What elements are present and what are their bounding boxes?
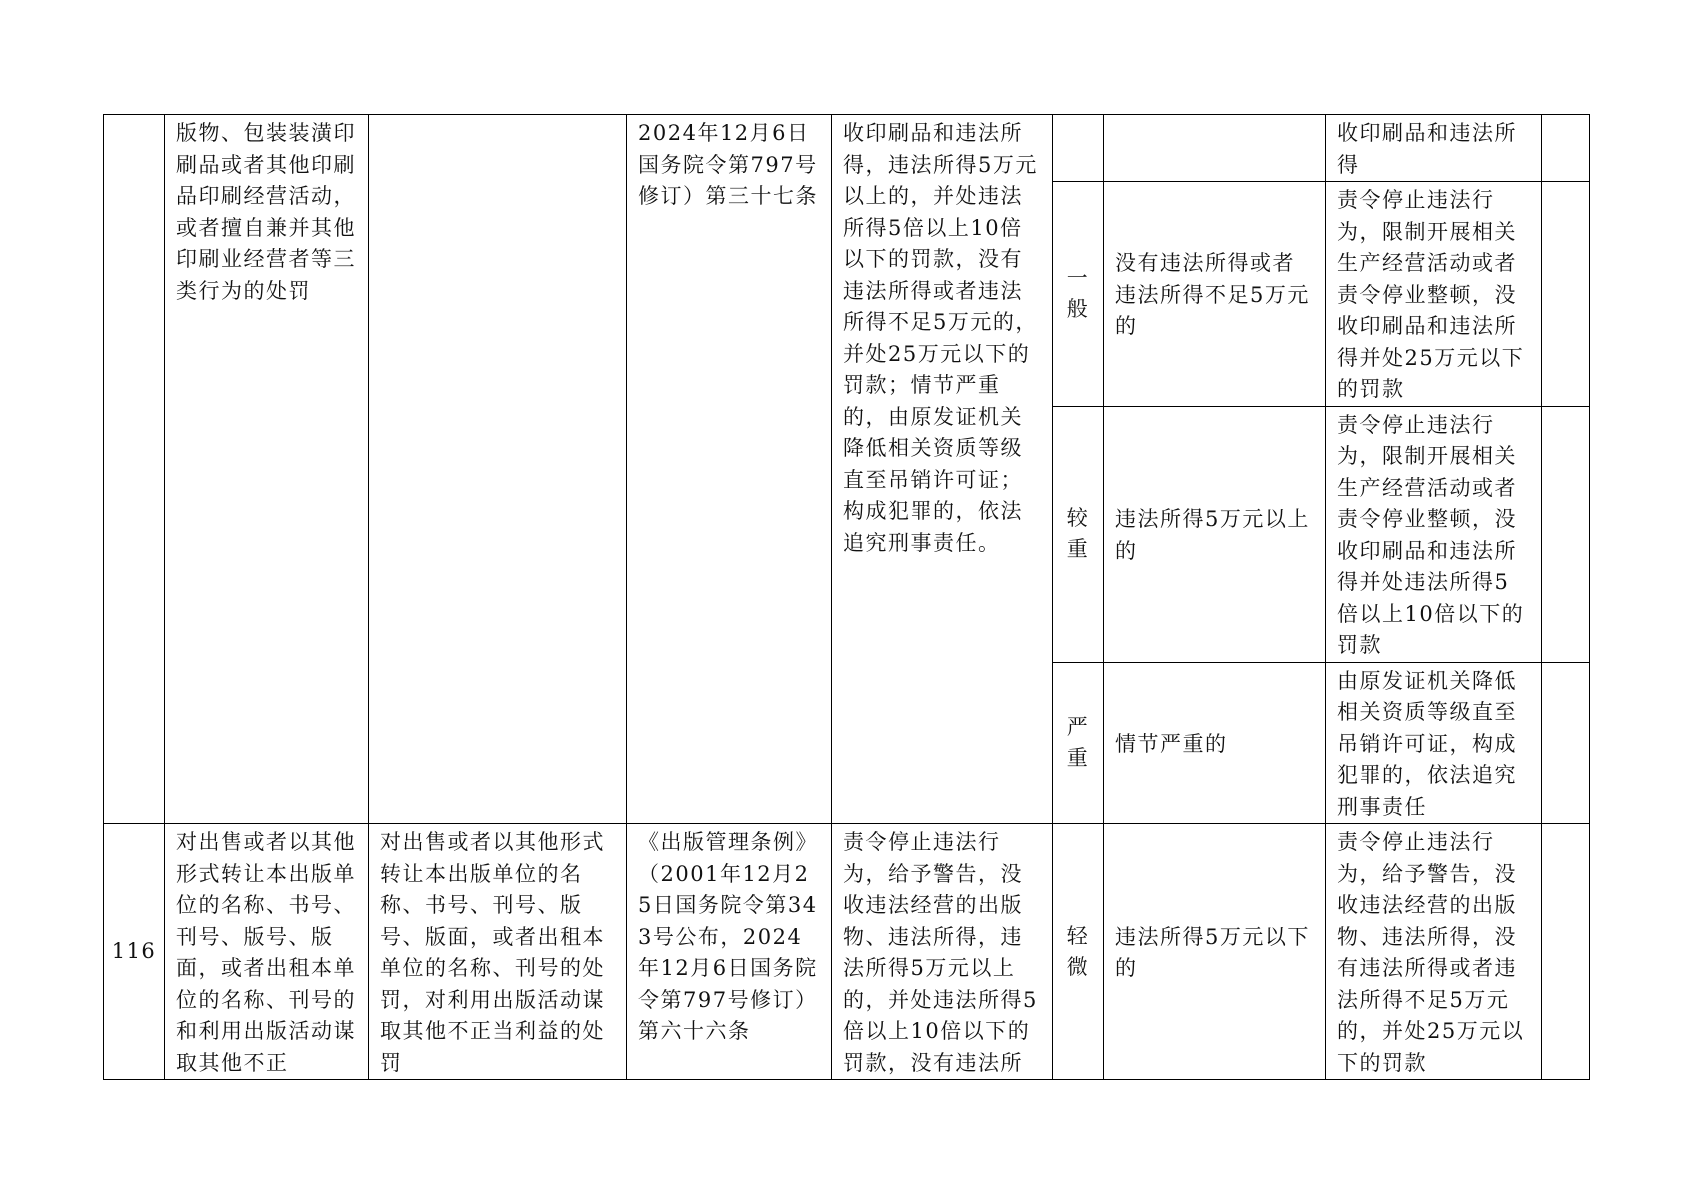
remark-cell: [1542, 662, 1590, 824]
violation-condition-cell: 情节严重的: [1104, 662, 1326, 824]
violation-level-cell: [1053, 824, 1104, 1080]
legal-basis-cell: 2024年12月6日国务院令第797号修订）第三十七条: [627, 115, 832, 824]
remark-cell: [1542, 115, 1590, 182]
item-name-cell: 对出售或者以其他形式转让本出版单位的名称、书号、刊号、版号、版面，或者出租本单位的名称、刊号的和利用出版活动谋取其他不正: [165, 824, 369, 1080]
violation-cell: [369, 115, 627, 824]
violation-condition-cell: 没有违法所得或者违法所得不足5万元的: [1104, 182, 1326, 407]
penalty-standard-cell: 由原发证机关降低相关资质等级直至吊销许可证，构成犯罪的，依法追究刑事责任: [1326, 662, 1542, 824]
violation-level-cell: [1053, 406, 1104, 662]
serial-number-cell: [104, 115, 165, 824]
violation-condition-cell: 违法所得5万元以下的: [1104, 824, 1326, 1080]
penalty-standard-cell: 责令停止违法行为，限制开展相关生产经营活动或者责令停业整顿，没收印刷品和违法所得并处违法所得5倍以上10倍以下的罚款: [1326, 406, 1542, 662]
violation-condition-cell: [1104, 115, 1326, 182]
violation-cell: 对出售或者以其他形式转让本出版单位的名称、书号、刊号、版号、版面，或者出租本单位的名称、刊号的处罚，对利用出版活动谋取其他不正当利益的处罚: [369, 824, 627, 1080]
violation-level-cell: [1053, 115, 1104, 182]
violation-level-text: 较 重: [1066, 506, 1090, 561]
violation-level-text: 严 重: [1066, 714, 1090, 770]
remark-cell: [1542, 824, 1590, 1080]
violation-condition-cell: 违法所得5万元以上的: [1104, 406, 1326, 662]
table-row: [104, 115, 1590, 182]
table-row: [104, 824, 1590, 1080]
violation-level-cell: [1053, 182, 1104, 407]
item-name-cell: 版物、包装装潢印刷品或者其他印刷品印刷经营活动，或者擅自兼并其他印刷业经营者等三类行为的处罚: [165, 115, 369, 824]
penalty-provision-cell: 收印刷品和违法所得，违法所得5万元以上的，并处违法所得5倍以上10倍以下的罚款，没有违法所得或者违法所得不足5万元的，并处25万元以下的罚款；情节严重的，由原发证机关降低相关资质等级直至吊销许可证；构成犯罪的，依法追究刑事责任。: [832, 115, 1053, 824]
remark-cell: [1542, 406, 1590, 662]
penalty-standard-cell: 责令停止违法行为，给予警告，没收违法经营的出版物、违法所得，没有违法所得或者违法所得不足5万元的，并处25万元以下的罚款: [1326, 824, 1542, 1080]
legal-basis-cell: 《出版管理条例》（2001年12月25日国务院令第343号公布，2024年12月6日国务院令第797号修订）第六十六条: [627, 824, 832, 1080]
violation-level-cell: [1053, 662, 1104, 824]
violation-level-text: 一 般: [1066, 265, 1090, 321]
penalty-standards-table: [103, 114, 1590, 1080]
penalty-standard-cell: 责令停止违法行为，限制开展相关生产经营活动或者责令停业整顿，没收印刷品和违法所得并处25万元以下的罚款: [1326, 182, 1542, 407]
penalty-standard-cell: 收印刷品和违法所得: [1326, 115, 1542, 182]
remark-cell: [1542, 182, 1590, 407]
violation-level-text: 轻 微: [1066, 923, 1090, 979]
penalty-provision-cell: 责令停止违法行为，给予警告，没收违法经营的出版物、违法所得，违法所得5万元以上的，并处违法所得5倍以上10倍以下的罚款，没有违法所: [832, 824, 1053, 1080]
serial-number-cell: 116: [104, 824, 165, 1080]
